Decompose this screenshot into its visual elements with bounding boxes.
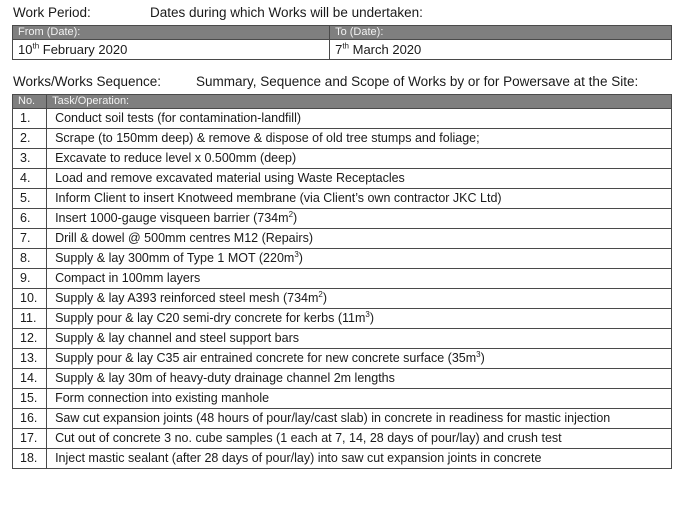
task-text: Excavate to reduce level x 0.500mm (deep) [55,151,297,165]
task-number: 1. [13,109,47,129]
task-number: 4. [13,169,47,189]
table-row [13,209,672,229]
table-row [13,349,672,369]
task-operation [47,149,672,169]
task-operation [47,429,672,449]
works-sequence-label: Works/Works Sequence: [13,74,162,89]
table-row [13,449,672,469]
works-sequence-heading [13,74,639,89]
work-period-value-row [13,40,672,60]
task-text-closing: ) [480,351,485,365]
task-number: 10. [13,289,47,309]
table-row [13,129,672,149]
task-operation [47,249,672,269]
task-number: 8. [13,249,47,269]
task-unit-exponent: 3 [365,309,370,319]
task-operation [47,349,672,369]
task-text: Saw cut expansion joints (48 hours of pour/lay/cast slab) in concrete in readiness for mastic injection [55,411,611,425]
task-text: Supply pour & lay C20 semi-dry concrete for kerbs (11m [55,311,366,325]
task-number: 9. [13,269,47,289]
to-date-suffix: th [342,41,349,51]
task-text: Drill & dowel @ 500mm centres M12 (Repairs) [55,231,313,245]
task-number: 14. [13,369,47,389]
from-date-day: 10 [18,42,33,57]
works-sequence-table [12,94,672,469]
table-row [13,149,672,169]
from-date-value [13,40,330,60]
from-date-header: From (Date): [13,26,330,40]
to-date-value [330,40,672,60]
to-date-day: 7 [335,42,343,57]
from-date-rest: February 2020 [39,42,128,57]
table-row [13,289,672,309]
work-period-heading [13,5,423,20]
work-period-table [12,25,672,60]
table-row [13,169,672,189]
task-number: 2. [13,129,47,149]
table-row [13,109,672,129]
task-text: Conduct soil tests (for contamination-landfill) [55,111,302,125]
task-unit-exponent: 2 [288,209,294,219]
task-number: 18. [13,449,47,469]
task-number: 7. [13,229,47,249]
table-row [13,429,672,449]
table-row [13,229,672,249]
work-period-header-row [13,26,672,40]
work-period-description: Dates during which Works will be undertaken: [150,5,423,20]
table-row [13,329,672,349]
task-number: 11. [13,309,47,329]
task-text-closing: ) [293,211,298,225]
table-row [13,189,672,209]
task-text: Inform Client to insert Knotweed membrane (via Client’s own contractor JKC Ltd) [55,191,502,205]
task-number: 16. [13,409,47,429]
task-text: Insert 1000-gauge visqueen barrier (734m [55,211,289,225]
task-operation [47,289,672,309]
task-operation [47,329,672,349]
task-text-closing: ) [298,251,303,265]
task-text: Supply pour & lay C35 air entrained concrete for new concrete surface (35m [55,351,477,365]
column-header-task: Task/Operation: [47,95,672,109]
task-operation [47,309,672,329]
task-operation [47,129,672,149]
task-operation [47,369,672,389]
task-number: 3. [13,149,47,169]
table-row [13,369,672,389]
task-text-closing: ) [369,311,375,325]
task-operation [47,449,672,469]
task-number: 17. [13,429,47,449]
task-operation [47,209,672,229]
table-row [13,409,672,429]
column-header-no: No. [13,95,47,109]
task-operation [47,189,672,209]
task-operation [47,109,672,129]
task-text: Load and remove excavated material using Waste Receptacles [55,171,405,185]
works-header-row [13,95,672,109]
task-number: 5. [13,189,47,209]
task-number: 6. [13,209,47,229]
task-operation [47,229,672,249]
task-text: Cut out of concrete 3 no. cube samples (1 each at 7, 14, 28 days of pour/lay) and crush test [55,431,562,445]
task-text: Inject mastic sealant (after 28 days of pour/lay) into saw cut expansion joints in concrete [55,451,542,465]
to-date-rest: March 2020 [349,42,422,57]
works-sequence-description: Summary, Sequence and Scope of Works by or for Powersave at the Site: [196,74,639,89]
task-number: 12. [13,329,47,349]
task-text-closing: ) [322,291,328,305]
task-text: Scrape (to 150mm deep) & remove & dispose of old tree stumps and foliage; [55,131,480,145]
task-operation [47,409,672,429]
task-unit-exponent: 3 [476,349,481,359]
works-table-body [13,109,672,469]
task-unit-exponent: 2 [318,289,323,299]
task-text: Supply & lay 30m of heavy-duty drainage channel 2m lengths [55,371,395,385]
task-number: 15. [13,389,47,409]
to-date-header: To (Date): [330,26,672,40]
task-text: Supply & lay A393 reinforced steel mesh (734m [55,291,319,305]
table-row [13,249,672,269]
task-text: Supply & lay 300mm of Type 1 MOT (220m [55,251,295,265]
task-operation [47,269,672,289]
table-row [13,269,672,289]
table-row [13,389,672,409]
task-unit-exponent: 3 [294,249,299,259]
from-date-suffix: th [32,41,40,51]
task-text: Compact in 100mm layers [55,271,201,285]
task-text: Supply & lay channel and steel support bars [55,331,299,345]
work-period-label: Work Period: [13,5,91,20]
table-row [13,309,672,329]
task-text: Form connection into existing manhole [55,391,270,405]
task-operation [47,169,672,189]
task-number: 13. [13,349,47,369]
task-operation [47,389,672,409]
